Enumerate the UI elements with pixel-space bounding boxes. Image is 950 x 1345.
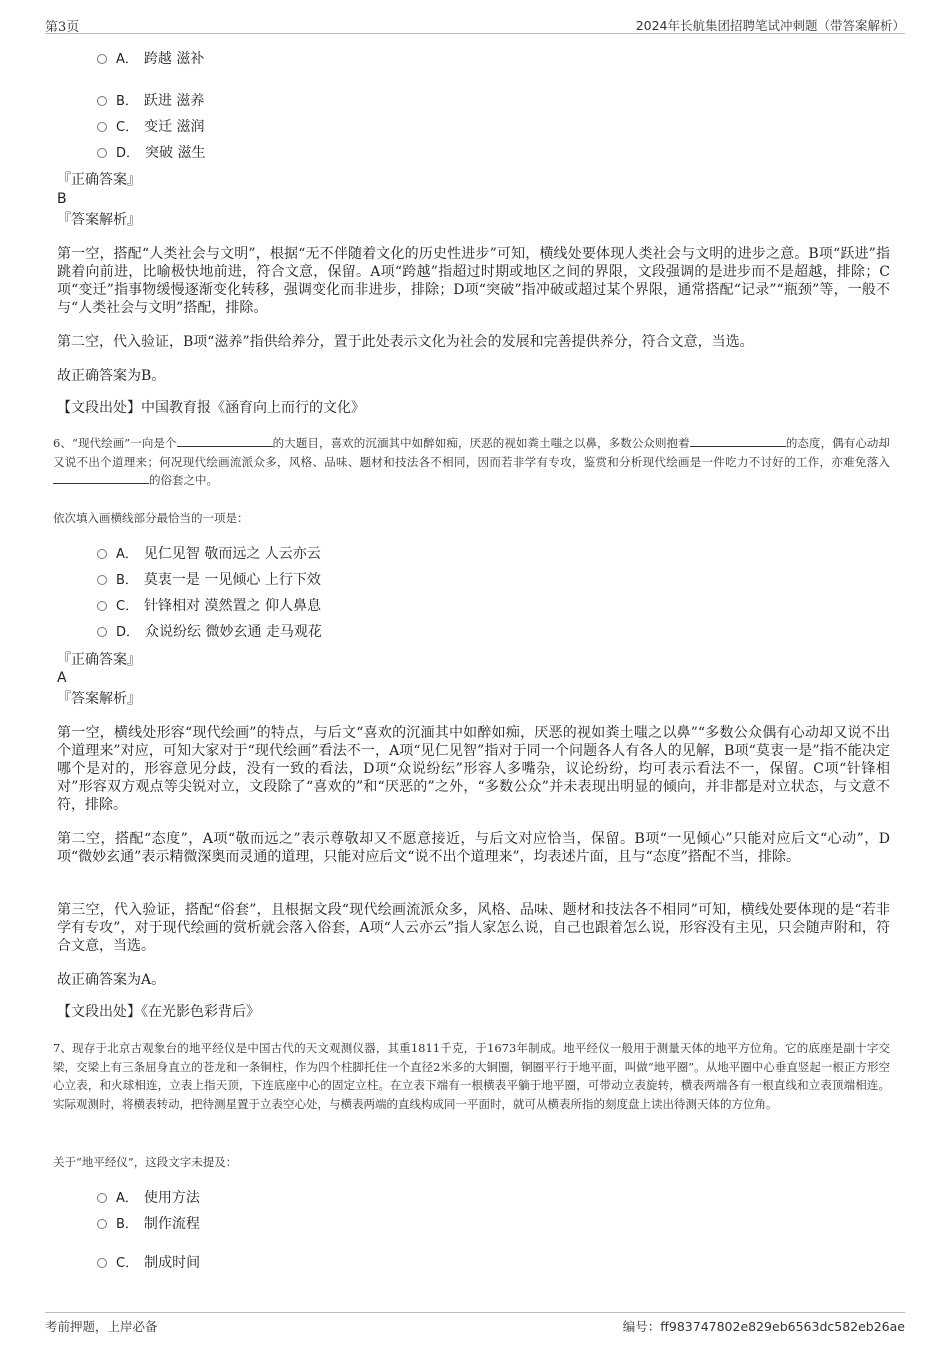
fill-blank	[177, 436, 273, 447]
q6-prompt: 依次填入画横线部分最恰当的一项是：	[53, 511, 249, 525]
document-code: 编号：ff983747802e829eb6563dc582eb26ae	[622, 1319, 905, 1334]
q7-option-a[interactable]: A． 使用方法	[97, 1189, 200, 1208]
q6-analysis-paragraph: 第三空，代入验证，搭配“俗套”，且根据文段“现代绘画流派众多，风格、品味、题材和技法各不相同”可知，横线处要体现的是“若非学有专攻”，对于现代绘画的赏析就会落入俗套，A项“人云亦云”指人家怎么说，自己也跟着怎么说，形容没有主见，只会随声附和，符合文意，当选。	[57, 902, 890, 954]
q5-answer-label: 『正确答案』	[57, 172, 141, 188]
q5-analysis-label: 『答案解析』	[57, 212, 141, 228]
footer-slogan: 考前押题，上岸必备	[45, 1319, 158, 1334]
q6-answer: A	[57, 670, 67, 686]
q7-stem: 7、现存于北京古观象台的地平经仪是中国古代的天文观测仪器，其重1811千克，于1673年制成。地平经仪一般用于测量天体的地平方位角。它的底座是副十字交梁，交梁上有三条屈身直立的苍龙和一条铜柱，作为四个柱脚托住一个直径2米多的大铜圈，铜圈平行于地平面，叫做“地平圈”。从地平圈中心垂直竖起一根正方形空心立表，和火球相连，立表上指天顶，下连底座中心的固定立柱。在立表下端有一根横表平躺于地平圈，可带动立表旋转，横表两端各有一根直线和立表顶端相连。实际观测时，将横表转动，把待测星置于立表空心处，与横表两端的直线构成同一平面时，就可从横表所指的刻度盘上读出待测天体的方位角。	[53, 1041, 890, 1111]
q6-analysis-paragraph: 第一空，横线处形容“现代绘画”的特点，与后文“喜欢的沉湎其中如醉如痴，厌恶的视如粪土嗤之以鼻”“多数公众偶有心动却又说不出个道理来”对应，可知大家对于“现代绘画”看法不一，A项“见仁见智”指对于同一个问题各人有各人的见解，B项“莫衷一是”指不能决定哪个是对的，形容意见分歧，没有一致的看法，D项“众说纷纭”形容人多嘴杂，议论纷纷，均可表示看法不一，保留。C项“针锋相对”形容双方观点等尖锐对立，文段除了“喜欢的”和“厌恶的”之外，“多数公众”并未表现出明显的倾向，并非都是对立状态，与文意不符，排除。	[57, 725, 890, 813]
fill-blank	[690, 436, 786, 447]
radio-circle-icon[interactable]	[97, 549, 107, 559]
q7-option-c[interactable]: C． 制成时间	[97, 1254, 200, 1273]
q6-analysis-label: 『答案解析』	[57, 691, 141, 707]
q6-option-a[interactable]: A． 见仁见智 敬而远之 人云亦云	[97, 545, 321, 564]
q7-prompt: 关于“地平经仪”，这段文字未提及：	[53, 1155, 238, 1169]
q6-answer-label: 『正确答案』	[57, 652, 141, 668]
q5-source: 【文段出处】中国教育报《涵育向上而行的文化》	[57, 400, 365, 416]
q7-option-b[interactable]: B． 制作流程	[97, 1215, 200, 1234]
q6-option-c[interactable]: C． 针锋相对 漠然置之 仰人鼻息	[97, 597, 321, 616]
radio-circle-icon[interactable]	[97, 575, 107, 585]
page-footer	[45, 1312, 905, 1336]
radio-circle-icon[interactable]	[97, 627, 107, 637]
q5-analysis-paragraph: 第一空，搭配“人类社会与文明”，根据“无不伴随着文化的历史性进步”可知，横线处要体现人类社会与文明的进步之意。B项“跃进”指跳着向前进，比喻极快地前进，符合文意，保留。A项“跨越”指超过时期或地区之间的界限，文段强调的是进步而不是超越，排除；C项“变迁”指事物缓慢逐渐变化转移，强调变化而非进步，排除；D项“突破”指冲破或超过某个界限，通常搭配“记录”“瓶颈”等，一般不与“人类社会与文明”搭配，排除。	[57, 246, 890, 316]
q5-analysis-conclusion: 故正确答案为B。	[57, 368, 166, 384]
q5-option-c[interactable]: C． 变迁 滋润	[97, 118, 205, 137]
q5-option-a[interactable]: A． 跨越 滋补	[97, 50, 204, 69]
fill-blank	[53, 473, 149, 484]
q5-option-b[interactable]: B． 跃进 滋养	[97, 92, 204, 111]
radio-circle-icon[interactable]	[97, 122, 107, 132]
radio-circle-icon[interactable]	[97, 1193, 107, 1203]
q6-analysis-paragraph: 第二空，搭配“态度”，A项“敬而远之”表示尊敬却又不愿意接近，与后文对应恰当，保留。B项“一见倾心”只能对应后文“心动”，D项“微妙玄通”表示精微深奥而灵通的道理，只能对应后文“说不出个道理来”，均表述片面，且与“态度”搭配不当，排除。	[57, 831, 890, 865]
radio-circle-icon[interactable]	[97, 54, 107, 64]
document-title: 2024年长航集团招聘笔试冲刺题（带答案解析）	[635, 18, 905, 33]
page-header	[45, 14, 905, 34]
q5-answer: B	[57, 191, 67, 207]
radio-circle-icon[interactable]	[97, 96, 107, 106]
radio-circle-icon[interactable]	[97, 148, 107, 158]
radio-circle-icon[interactable]	[97, 1219, 107, 1229]
radio-circle-icon[interactable]	[97, 1258, 107, 1268]
q6-option-d[interactable]: D． 众说纷纭 微妙玄通 走马观花	[97, 623, 322, 642]
q6-analysis-conclusion: 故正确答案为A。	[57, 972, 166, 988]
page-number: 第3页	[45, 20, 80, 35]
radio-circle-icon[interactable]	[97, 601, 107, 611]
q6-source: 【文段出处】《在光影色彩背后》	[57, 1004, 260, 1020]
q6-stem: 6、“现代绘画”一向是个 的大题目，喜欢的沉湎其中如醉如痴，厌恶的视如粪土嗤之以鼻，多数公众则抱着 的态度，偶有心动却又说不出个道理来；何况现代绘画流派众多，风格、品味、题材和技法各不相同，因而若非学有专攻，鉴赏和分析现代绘画是一件吃力不讨好的工作，亦难免落入的俗套之中。	[53, 436, 890, 487]
q6-option-b[interactable]: B． 莫衷一是 一见倾心 上行下效	[97, 571, 321, 590]
q5-analysis-paragraph: 第二空，代入验证，B项“滋养”指供给养分，置于此处表示文化为社会的发展和完善提供养分，符合文意，当选。	[57, 334, 754, 350]
q5-option-d[interactable]: D． 突破 滋生	[97, 144, 205, 163]
